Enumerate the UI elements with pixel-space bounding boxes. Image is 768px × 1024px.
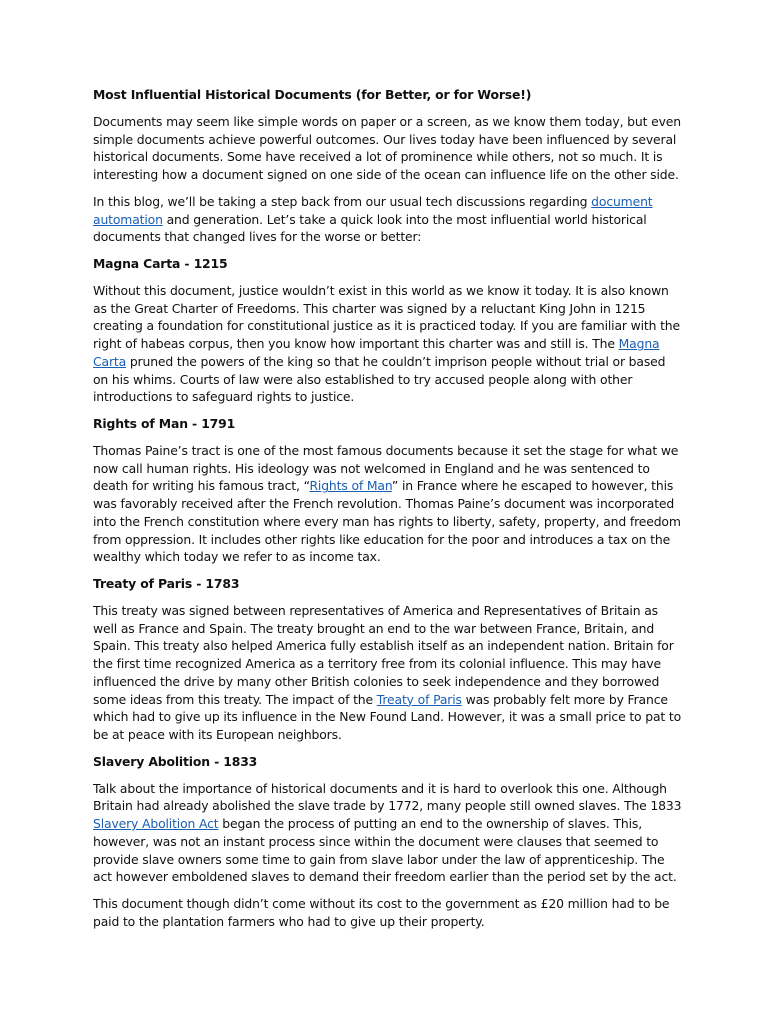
section-closing-slavery-abolition: This document though didn’t come without its cost to the government as £20 million had to be paid to the plantation farmers who had to give up their property. (93, 896, 670, 929)
section-body-slavery-abolition (93, 780, 683, 886)
section-heading-treaty-of-paris: Treaty of Paris - 1783 (93, 576, 240, 592)
magna-carta-link[interactable]: Magna Carta (93, 336, 660, 369)
body-text: began the process of putting an end to the ownership of slaves. This, however, was not an instant process since within the document were clauses that seemed to provide slave owners some time to gain from slave labor under the law of apprenticeship. The act however emboldened slaves to demand their freedom earlier than the period set by the act. (93, 816, 677, 885)
intro-paragraph: Documents may seem like simple words on paper or a screen, as we know them today, but even simple documents achieve powerful outcomes. Our lives today have been influenced by several historical documents. Some have received a lot of prominence while others, not so much. It is interesting how a document signed on one side of the ocean can influence life on the other side. (93, 113, 681, 182)
section-body-treaty-of-paris (93, 602, 683, 744)
intro-text-before-link: In this blog, we’ll be taking a step back from our usual tech discussions regarding (93, 193, 592, 209)
intro-text-after-link: and generation. Let’s take a quick look into the most influential world historical documents that changed lives for the worse or better: (93, 211, 647, 245)
rights-of-man-link[interactable]: Rights of Man (309, 478, 392, 494)
slavery-abolition-act-link[interactable]: Slavery Abolition Act (93, 816, 219, 832)
section-heading-slavery-abolition: Slavery Abolition - 1833 (93, 753, 258, 769)
section-body-magna-carta (93, 282, 683, 406)
body-text: Talk about the importance of historical documents and it is hard to overlook this one. Although Britain had already abolished the slave trade by 1772, many people still owned slaves. The 1833 (93, 780, 682, 814)
treaty-of-paris-link[interactable]: Treaty of Paris (376, 691, 462, 707)
section-heading-magna-carta: Magna Carta - 1215 (93, 256, 228, 272)
body-text: Thomas Paine’s tract is one of the most famous documents because it set the stage for what we now call human rights. His ideology was not welcomed in England and he was sentenced to death for writing his famous tract, “ (93, 443, 679, 494)
body-text: This treaty was signed between representatives of America and Representatives of Britain as well as France and Spain. The treaty brought an end to the war between France, Britain, and Spain. This treaty also helped America fully establish itself as an independent nation. Britain for the first time recognized America as a territory free from its colonial influence. This may have influenced the drive by many other British colonies to seek independence and they borrowed some ideas from this treaty. The impact of the (93, 603, 674, 707)
section-body-rights-of-man (93, 442, 683, 566)
document-automation-link[interactable]: document automation (93, 193, 653, 227)
body-text: pruned the powers of the king so that he couldn’t imprison people without trial or based on his whims. Courts of law were also established to try accused people along with other introductions to safeguard rights to justice. (93, 353, 666, 405)
body-text: Without this document, justice wouldn’t exist in this world as we know it today. It is also known as the Great Charter of Freedoms. This charter was signed by a reluctant King John in 1215 creating a foundation for constitutional justice as it is practiced today. If you are familiar with the right of habeas corpus, then you know how important this charter was and still is. The (93, 283, 680, 352)
document-title: Most Influential Historical Documents (for Better, or for Worse!) (93, 87, 532, 102)
section-heading-rights-of-man: Rights of Man - 1791 (93, 416, 236, 432)
document-page (93, 86, 683, 940)
body-text: ” in France where he escaped to however, this was favorably received after the French revolution. Thomas Paine’s document was incorporated into the French constitution where every man has rights to liberty, safety, property, and freedom from oppression. It includes other rights like education for the poor and introduces a tax on the wealthy which today we refer to as income tax. (93, 478, 681, 565)
intro-paragraph-2 (93, 193, 683, 246)
body-text: was probably felt more by France which had to give up its influence in the New Found Land. However, it was a small price to pat to be at peace with its European neighbors. (93, 691, 682, 742)
